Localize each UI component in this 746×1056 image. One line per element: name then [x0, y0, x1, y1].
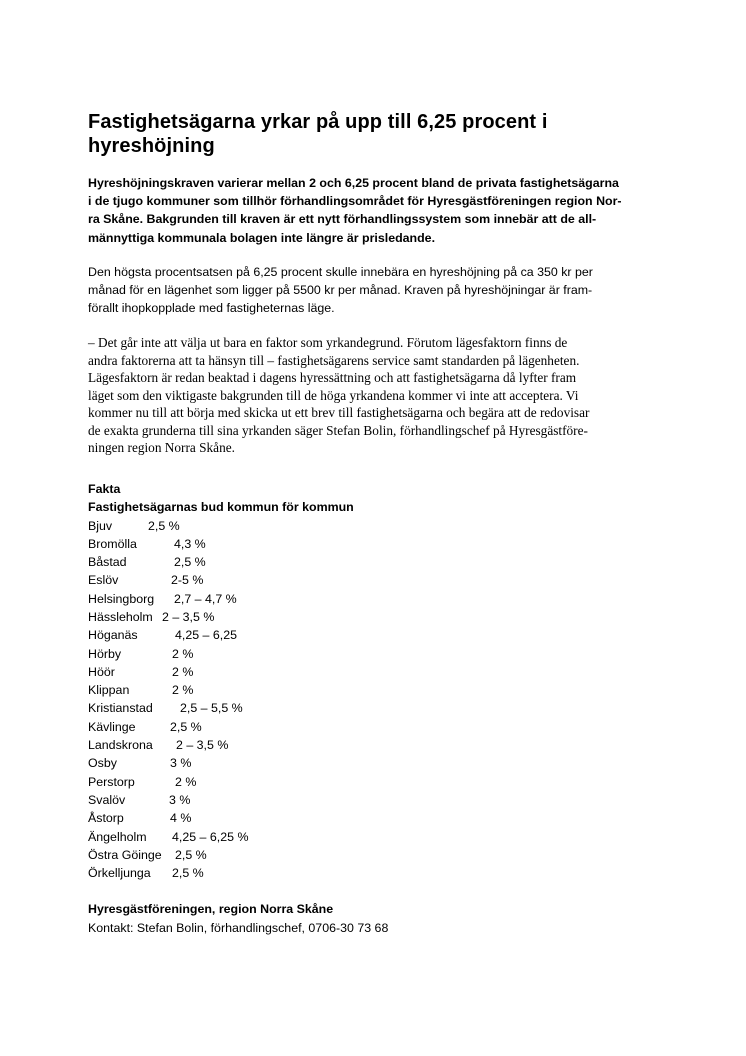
- bid-value: 2,5 %: [174, 555, 206, 570]
- facts-row: [88, 608, 668, 626]
- municipality-name: Svalöv: [88, 792, 126, 807]
- contact-section: [88, 900, 668, 937]
- facts-row: [88, 699, 668, 717]
- municipality-name: Osby: [88, 756, 117, 771]
- facts-row: [88, 773, 668, 791]
- municipality-name: Ängelholm: [88, 829, 147, 844]
- bid-value: 3 %: [169, 792, 191, 807]
- bid-value: 2,5 %: [175, 847, 207, 862]
- municipality-name: Höganäs: [88, 628, 138, 643]
- municipality-name: Kristianstad: [88, 701, 153, 716]
- facts-row: [88, 571, 668, 589]
- facts-row: [88, 846, 668, 864]
- facts-row: [88, 590, 668, 608]
- bid-value: 4,25 – 6,25 %: [172, 829, 249, 844]
- facts-subheading: Fastighetsägarnas bud kommun för kommun: [88, 500, 354, 515]
- article-title: Fastighetsägarna yrkar på upp till 6,25 procent i hyreshöjning: [88, 111, 548, 157]
- municipality-name: Helsingborg: [88, 591, 155, 606]
- facts-row: [88, 736, 668, 754]
- municipality-name: Perstorp: [88, 774, 135, 789]
- facts-row: [88, 864, 668, 882]
- facts-heading: Fakta: [88, 481, 121, 496]
- bid-value: 2,5 %: [148, 518, 180, 533]
- bid-value: 2,5 %: [170, 719, 202, 734]
- municipality-name: Östra Göinge: [88, 847, 162, 862]
- bid-value: 3 %: [170, 756, 192, 771]
- municipality-name: Örkelljunga: [88, 866, 151, 881]
- municipality-name: Bjuv: [88, 518, 113, 533]
- facts-row: [88, 681, 668, 699]
- municipality-name: Hässleholm: [88, 610, 153, 624]
- municipality-name: Bromölla: [88, 536, 137, 551]
- organization-name: Hyresgästföreningen, region Norra Skåne: [88, 902, 334, 917]
- municipality-name: Klippan: [88, 683, 130, 698]
- bid-value: 2 %: [172, 683, 194, 698]
- bid-value: 2 %: [175, 774, 197, 789]
- facts-row: [88, 626, 668, 644]
- facts-row: [88, 663, 668, 681]
- bid-value: 2 %: [172, 646, 194, 661]
- bid-value: 4 %: [170, 811, 192, 826]
- facts-list: [88, 517, 668, 883]
- facts-row: [88, 809, 668, 827]
- bid-value: 2-5 %: [171, 573, 204, 588]
- bid-value: 2,5 – 5,5 %: [180, 701, 243, 716]
- municipality-name: Landskrona: [88, 738, 153, 753]
- bid-value: 4,3 %: [174, 536, 206, 551]
- bid-value: 2,7 – 4,7 %: [174, 591, 237, 606]
- municipality-name: Kävlinge: [88, 719, 136, 734]
- quote-paragraph: – Det går inte att välja ut bara en faktor som yrkandegrund. Förutom lägesfaktorn finns de andra faktorerna att ta hänsyn till – fastighetsägarens service samt standarden på lägenheten. Lägesfaktorn är redan beaktad i dagens hyressättning och att fastighetsägarna då lyfter fram läget som den viktigaste bakgrunden till de höga yrkandena kommer vi inte att acceptera. Vi kommer nu till att börja med skicka ut ett brev till fastighetsägarna och begära att de redovisar de exakta grunderna till sina yrkanden säger Stefan Bolin, förhandlingschef på Hyresgästföre- ningen region Norra Skåne.: [88, 335, 590, 456]
- municipality-name: Höör: [88, 664, 115, 679]
- bid-value: 2 %: [172, 664, 194, 679]
- facts-row: [88, 828, 668, 846]
- body-paragraph: Den högsta procentsatsen på 6,25 procent skulle innebära en hyreshöjning på ca 350 kr per månad för en lägenhet som ligger på 5500 kr per månad. Kraven på hyreshöjningar är fram- förallt ihopkopplade med fastigheternas läge.: [88, 264, 593, 316]
- municipality-name: Åstorp: [88, 811, 124, 826]
- bid-value: 4,25 – 6,25: [175, 628, 238, 643]
- municipality-name: Båstad: [88, 555, 127, 570]
- municipality-name: Hörby: [88, 646, 122, 661]
- facts-row: [88, 535, 668, 553]
- document-page: [88, 110, 668, 937]
- bid-value: 2 – 3,5 %: [162, 610, 215, 624]
- facts-row: [88, 718, 668, 736]
- facts-row: [88, 791, 668, 809]
- bid-value: 2,5 %: [172, 866, 204, 881]
- facts-section: [88, 480, 668, 883]
- bid-value: 2 – 3,5 %: [176, 738, 229, 753]
- facts-row: [88, 517, 668, 535]
- facts-row: [88, 645, 668, 663]
- contact-line: Kontakt: Stefan Bolin, förhandlingschef, 0706-30 73 68: [88, 920, 389, 935]
- municipality-name: Eslöv: [88, 573, 119, 588]
- facts-row: [88, 553, 668, 571]
- lead-paragraph: Hyreshöjningskraven varierar mellan 2 och 6,25 procent bland de privata fastighetsägarna i de tjugo kommuner som tillhör förhandlingsområdet för Hyresgästföreningen region Nor- ra Skåne. Bakgrunden till kraven är ett nytt förhandlingssystem som innebär att de all- männyttiga kommunala bolagen inte längre är prisledande.: [88, 176, 622, 245]
- facts-row: [88, 754, 668, 772]
